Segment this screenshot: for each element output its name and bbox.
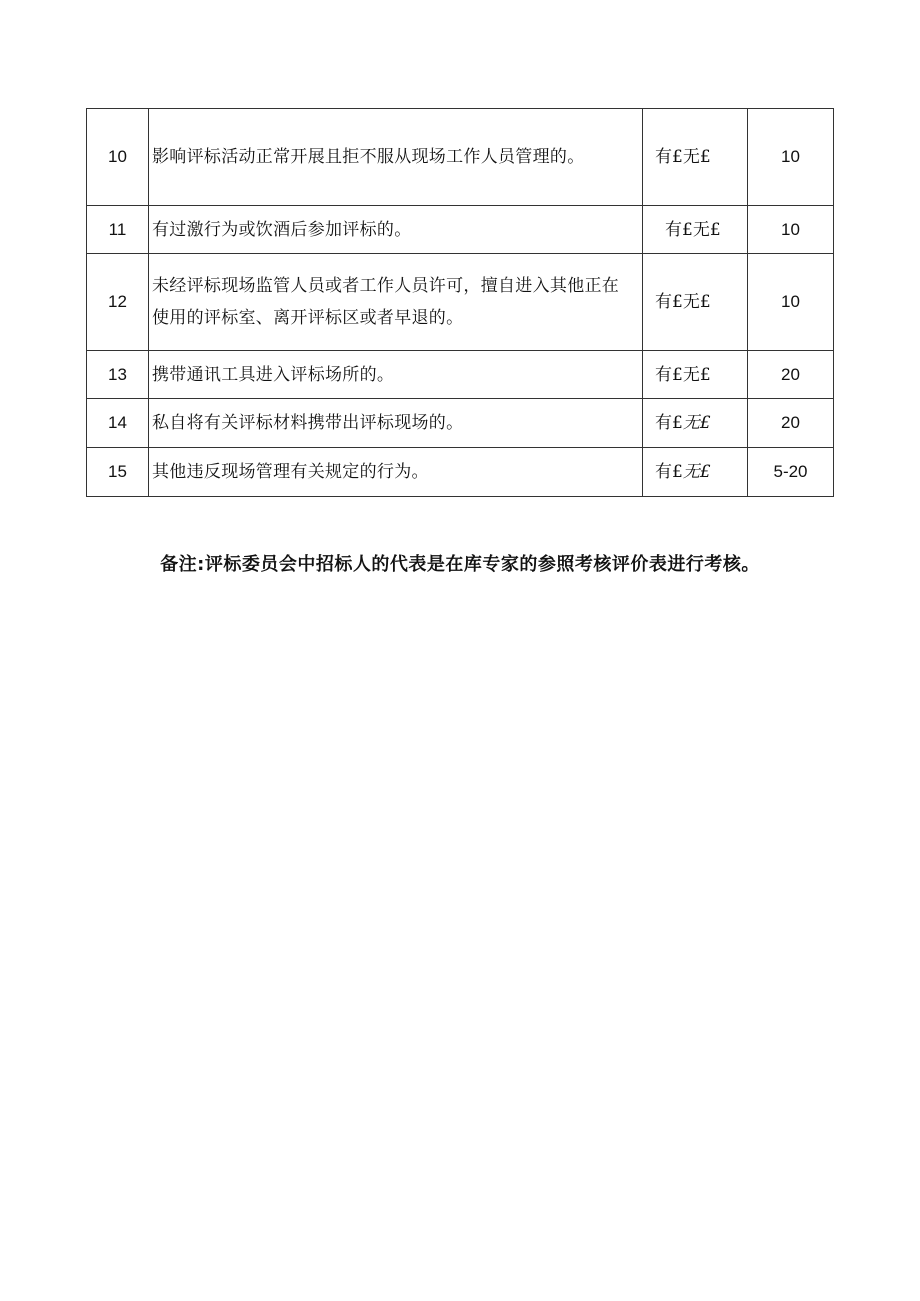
row-description: 影响评标活动正常开展且拒不服从现场工作人员管理的。: [149, 109, 643, 206]
row-description: 其他违反现场管理有关规定的行为。: [149, 448, 643, 497]
row-score: 5-20: [748, 448, 834, 497]
yes-no-options: [643, 109, 748, 206]
option-no[interactable]: 无£: [682, 292, 711, 312]
remark-note: 备注:评标委员会中招标人的代表是在库专家的参照考核评价表进行考核。: [160, 554, 760, 575]
row-number: 15: [87, 448, 149, 497]
option-no[interactable]: 无£: [682, 462, 711, 482]
yes-no-options: [643, 254, 748, 351]
table-row: [87, 206, 834, 254]
row-number: 13: [87, 351, 149, 399]
table-row: [87, 254, 834, 351]
table-row: [87, 351, 834, 399]
yes-no-options: [643, 448, 748, 497]
row-description: 携带通讯工具进入评标场所的。: [149, 351, 643, 399]
option-yes[interactable]: 有£: [655, 413, 683, 433]
option-no[interactable]: 无£: [682, 147, 711, 167]
option-yes[interactable]: 有£: [655, 147, 683, 167]
row-score: 10: [748, 109, 834, 206]
option-yes[interactable]: 有£: [655, 292, 683, 312]
option-yes[interactable]: 有£: [655, 462, 683, 482]
row-score: 20: [748, 351, 834, 399]
row-number: 12: [87, 254, 149, 351]
row-description: 私自将有关评标材料携带出评标现场的。: [149, 399, 643, 448]
row-score: 20: [748, 399, 834, 448]
option-no[interactable]: 无£: [682, 413, 711, 433]
row-score: 10: [748, 254, 834, 351]
row-score: 10: [748, 206, 834, 254]
yes-no-options: [643, 206, 748, 254]
row-number: 10: [87, 109, 149, 206]
row-number: 11: [87, 206, 149, 254]
evaluation-table: [86, 108, 834, 497]
option-yes[interactable]: 有£: [665, 219, 693, 240]
table-row: [87, 109, 834, 206]
yes-no-options: [643, 399, 748, 448]
yes-no-options: [643, 351, 748, 399]
row-description: 未经评标现场监管人员或者工作人员许可，擅自进入其他正在使用的评标室、离开评标区或者早退的。: [149, 254, 643, 351]
option-yes[interactable]: 有£: [655, 364, 683, 385]
option-no[interactable]: 无£: [692, 219, 721, 240]
option-no[interactable]: 无£: [682, 364, 711, 385]
table-row: [87, 399, 834, 448]
table-row: [87, 448, 834, 497]
row-number: 14: [87, 399, 149, 448]
row-description: 有过激行为或饮酒后参加评标的。: [149, 206, 643, 254]
